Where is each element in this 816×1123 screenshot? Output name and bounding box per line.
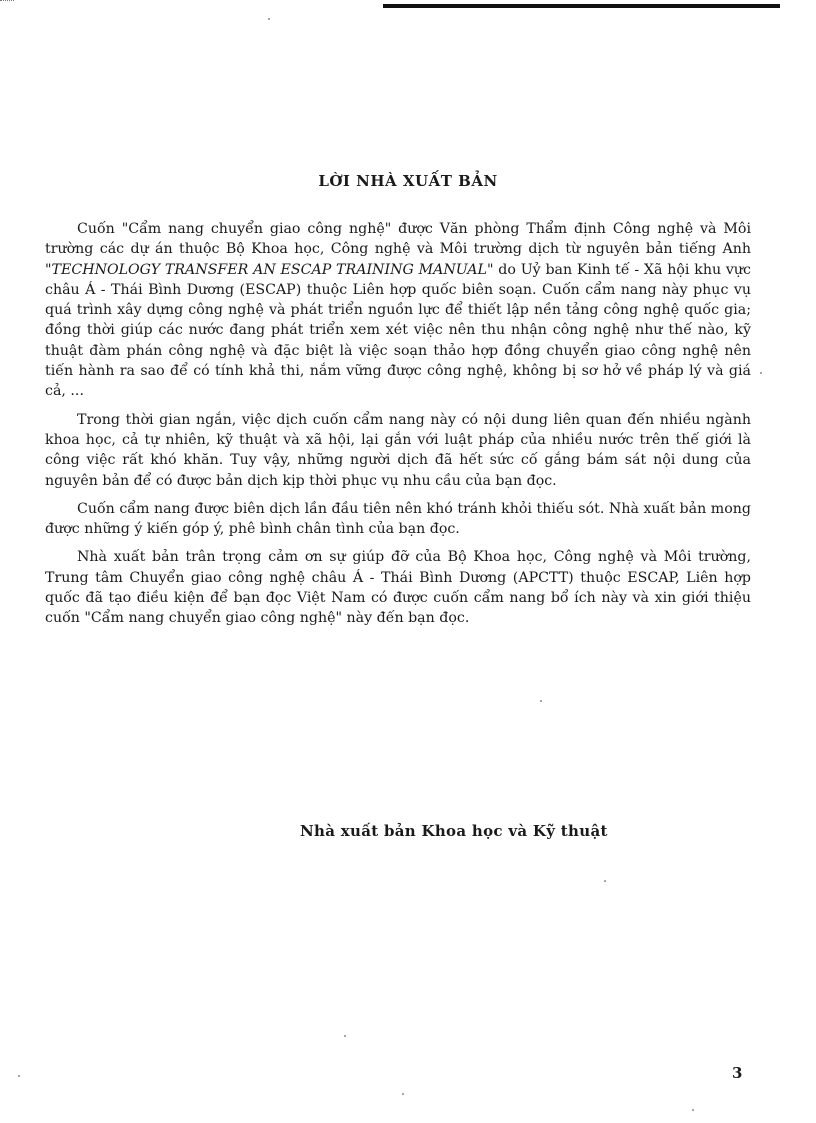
paragraph-1 bbox=[45, 219, 751, 402]
scan-speck bbox=[344, 1035, 346, 1037]
paragraph-1-text-before: Cuốn "Cẩm nang chuyển giao công nghệ" được Văn phòng Thẩm định Công nghệ và Môi trường các dự án thuộc Bộ Khoa học, Công nghệ và Môi trường dịch từ nguyên bản tiếng Anh " bbox=[45, 221, 751, 278]
scan-speck bbox=[760, 372, 762, 374]
paragraph-1-text-after: " do Uỷ ban Kinh tế - Xã hội khu vực châu Á - Thái Bình Dương (ESCAP) thuộc Liên hợp quốc biên soạn. Cuốn cẩm nang này phục vụ quá trình xây dựng công nghệ và phát triển nguồn lực để thiết lập nền tảng công nghệ quốc gia; đồng thời giúp các nước đang phát triển xem xét việc nên thu nhận công nghệ như thế nào, kỹ thuật đàm phán công nghệ và đặc biệt là việc soạn thảo hợp đồng chuyển giao công nghệ nên tiến hành ra sao để có tính khả thi, nắm vững được công nghệ, không bị sơ hở về pháp lý và giá cả, ... bbox=[45, 261, 752, 400]
page-number: 3 bbox=[732, 1064, 743, 1082]
paragraph-4: Nhà xuất bản trân trọng cảm ơn sự giúp đỡ của Bộ Khoa học, Công nghệ và Môi trường, Trung tâm Chuyển giao công nghệ châu Á - Thái Bình Dương (APCTT) thuộc ESCAP, Liên hợp quốc đã tạo điều kiện để bạn đọc Việt Nam có được cuốn cẩm nang bổ ích này và xin giới thiệu cuốn "Cẩm nang chuyển giao công nghệ" này đến bạn đọc. bbox=[45, 549, 751, 627]
paragraph-1-original-title: TECHNOLOGY TRANSFER AN ESCAP TRAINING MANUAL bbox=[51, 261, 487, 278]
top-rule bbox=[383, 4, 780, 8]
scan-corner-mark bbox=[0, 0, 14, 7]
scan-speck bbox=[268, 18, 270, 20]
page-title: LỜI NHÀ XUẤT BẢN bbox=[318, 172, 498, 190]
scan-speck bbox=[18, 1075, 20, 1077]
paragraph-3: Cuốn cẩm nang được biên dịch lần đầu tiên nên khó tránh khỏi thiếu sót. Nhà xuất bản mong được những ý kiến góp ý, phê bình chân tình của bạn đọc. bbox=[45, 500, 751, 538]
scan-speck bbox=[692, 1109, 694, 1111]
publisher-signature: Nhà xuất bản Khoa học và Kỹ thuật bbox=[300, 822, 608, 840]
scan-speck bbox=[402, 1093, 404, 1095]
scan-speck bbox=[604, 880, 606, 882]
paragraph-2: Trong thời gian ngắn, việc dịch cuốn cẩm nang này có nội dung liên quan đến nhiều ngành khoa học, cả tự nhiên, kỹ thuật và xã hội, lại gắn với luật pháp của nhiều nước trên thế giới là công việc rất khó khăn. Tuy vậy, những người dịch đã hết sức cố gắng bám sát nội dung của nguyên bản để có được bản dịch kịp thời phục vụ nhu cầu của bạn đọc. bbox=[45, 411, 751, 489]
scan-speck bbox=[540, 700, 542, 702]
preface-body bbox=[45, 219, 751, 637]
